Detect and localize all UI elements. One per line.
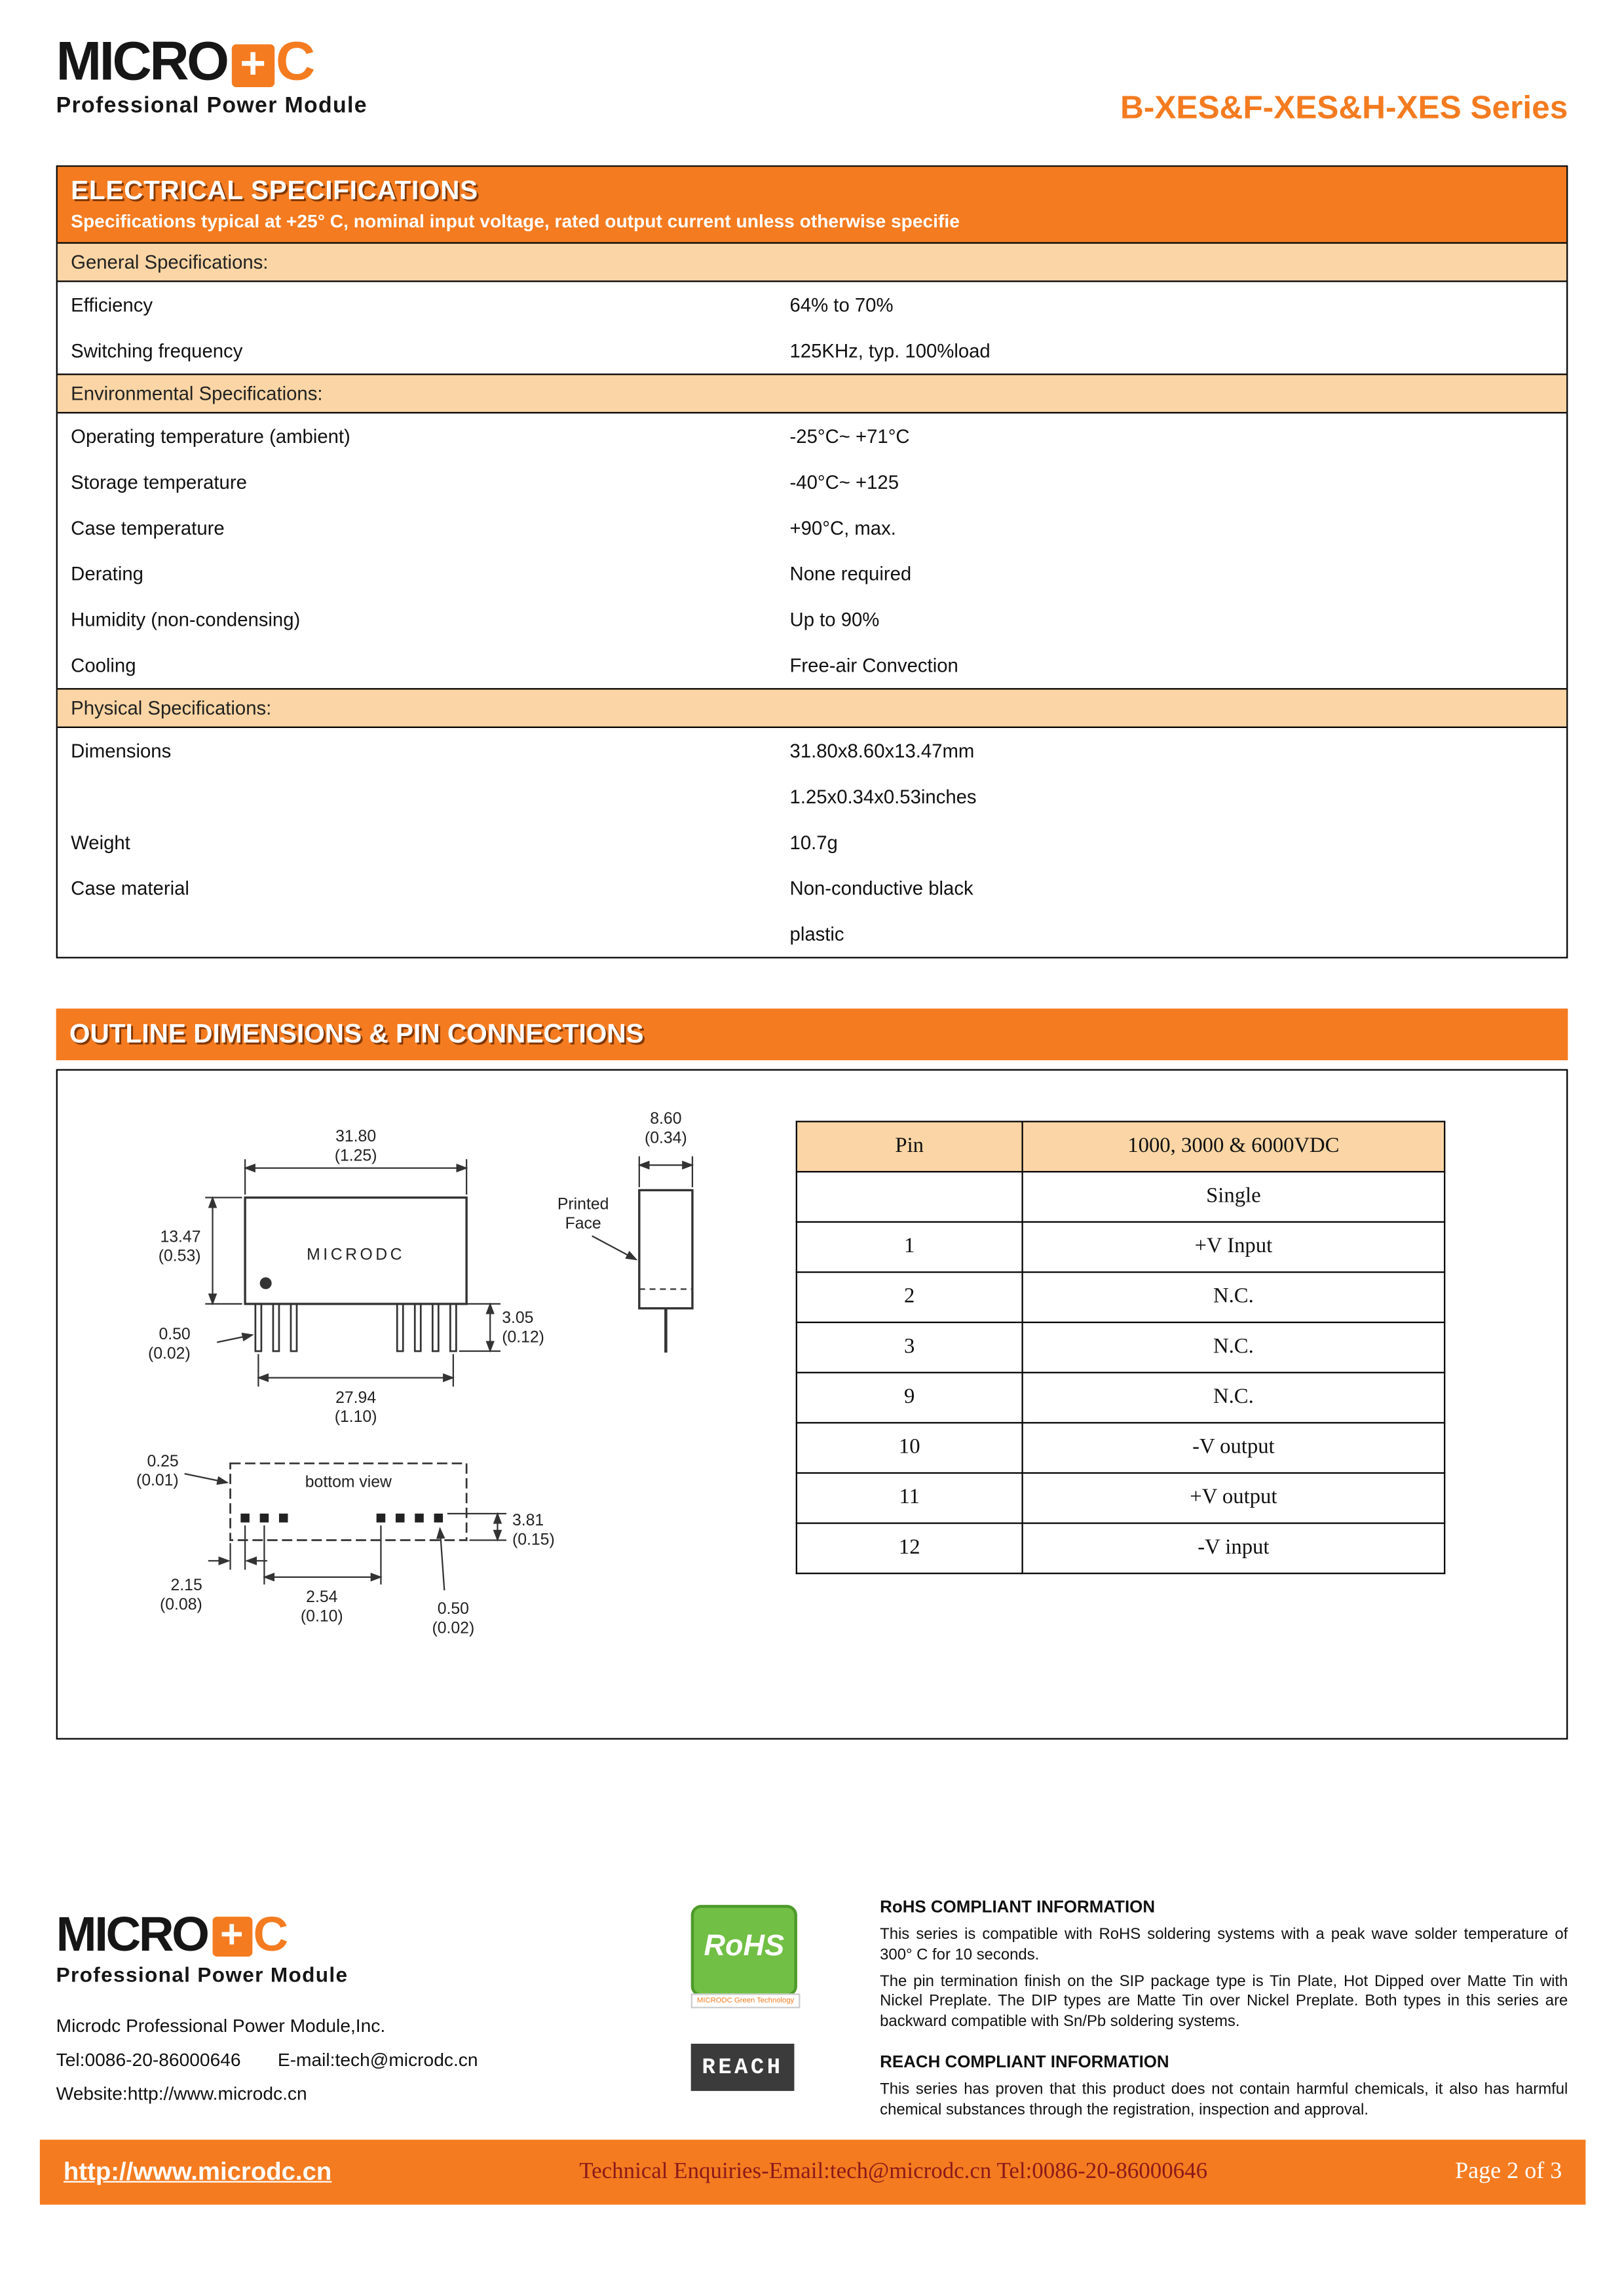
pin-function: N.C.	[1023, 1272, 1445, 1322]
website-link[interactable]: http://www.microdc.cn	[63, 2157, 332, 2186]
company-name: Microdc Professional Power Module,Inc.	[56, 2016, 386, 2037]
contact-line	[56, 2044, 691, 2078]
dim-pad2-in: (0.02)	[432, 1619, 475, 1637]
logo-text-micro: MICRO	[56, 1906, 208, 1961]
compliance-badges	[691, 1899, 856, 2127]
printed-face-label2: Face	[565, 1214, 601, 1233]
outline-drawing	[75, 1094, 784, 1700]
section-heading-environmental: Environmental Specifications:	[58, 373, 1566, 413]
electrical-title: ELECTRICAL SPECIFICATIONS	[71, 176, 478, 206]
pin-function: +V output	[1023, 1473, 1445, 1523]
dim-pin-span-in: (1.10)	[334, 1408, 377, 1426]
header	[56, 29, 1568, 153]
logo-plus-icon: +	[212, 1917, 252, 1957]
rohs-paragraph-1: This series is compatible with RoHS soldering systems with a peak wave solder temperature of 300° C for 10 seconds.	[880, 1925, 1568, 1964]
outline-banner: OUTLINE DIMENSIONS & PIN CONNECTIONS	[56, 1008, 1568, 1060]
pin-table-row	[797, 1222, 1445, 1272]
spec-value: None required	[789, 562, 912, 585]
spec-value: 125KHz, typ. 100%load	[789, 339, 991, 362]
pin-function: N.C.	[1023, 1373, 1445, 1423]
pin-function: Single	[1023, 1172, 1445, 1222]
spec-value: Free-air Convection	[789, 654, 958, 677]
website-text: Website:http://www.microdc.cn	[56, 2084, 307, 2105]
pin-table-row	[797, 1322, 1445, 1373]
spec-value: 31.80x8.60x13.47mm	[789, 740, 975, 762]
dim-depth-in: (0.34)	[645, 1129, 687, 1147]
pin-table-row	[797, 1172, 1445, 1222]
dim-row-mm: 3.81	[512, 1511, 544, 1529]
pin-col-header: Pin	[797, 1122, 1023, 1172]
spec-value: 64% to 70%	[789, 294, 894, 316]
rohs-heading: RoHS COMPLIANT INFORMATION	[880, 1899, 1156, 1917]
spec-value: -40°C~ +125	[789, 470, 899, 493]
footer-brand-block	[56, 1899, 691, 2127]
reach-paragraph: This series has proven that this product does not contain harmful chemicals, it also has harmful chemical substances through the registration, inspection and approval.	[880, 2080, 1568, 2119]
spec-value: 10.7g	[789, 831, 838, 854]
dim-pad-in: (0.01)	[136, 1472, 179, 1490]
footer-contact	[56, 2010, 691, 2112]
spec-row	[58, 505, 1566, 551]
pin-connection-table	[796, 1120, 1446, 1574]
electrical-banner	[58, 167, 1566, 242]
dim-pin-width-in: (0.02)	[148, 1345, 191, 1363]
dim-pad2-mm: 0.50	[437, 1600, 469, 1618]
pin-number: 11	[797, 1473, 1023, 1523]
spec-row	[58, 551, 1566, 597]
outline-box	[56, 1069, 1568, 1740]
brand-logo	[56, 29, 1568, 92]
spec-label: Case material	[71, 877, 189, 900]
series-title: B-XES&F-XES&H-XES Series	[1120, 88, 1568, 126]
spec-value: plastic	[789, 923, 844, 946]
pin-table-row	[797, 1423, 1445, 1473]
spec-value: 1.25x0.34x0.53inches	[789, 785, 977, 808]
spec-value: -25°C~ +71°C	[789, 425, 910, 448]
spec-label: Switching frequency	[71, 339, 243, 362]
email-text: E-mail:tech@microdc.cn	[277, 2050, 478, 2071]
spec-label: Weight	[71, 831, 130, 854]
pin-table-row	[797, 1473, 1445, 1523]
section-heading-general: General Specifications:	[58, 242, 1566, 282]
spec-row	[58, 820, 1566, 866]
spec-label: Efficiency	[71, 294, 153, 316]
pin-function: -V input	[1023, 1523, 1445, 1574]
tel-text: Tel:0086-20-86000646	[56, 2050, 241, 2071]
module-side-view	[639, 1190, 692, 1308]
spec-label	[71, 786, 789, 808]
dim-body-width-in: (1.25)	[334, 1147, 377, 1165]
pin-function: -V output	[1023, 1423, 1445, 1473]
rohs-badge-icon: RoHS	[691, 1905, 797, 1997]
electrical-subtitle: Specifications typical at +25° C, nominal input voltage, rated output current unless otherwise specifie	[71, 211, 960, 232]
electrical-specifications-box	[56, 165, 1568, 958]
compliance-info	[856, 1899, 1568, 2127]
module-face-label: MICRODC	[307, 1246, 406, 1264]
pin1-dot	[260, 1277, 272, 1289]
dim-pin-length-in: (0.12)	[502, 1328, 544, 1347]
dim-edge-mm: 2.15	[170, 1577, 202, 1595]
brand-tagline: Professional Power Module	[56, 92, 368, 119]
logo-plus-icon: +	[231, 45, 274, 87]
rohs-badge-subtext: MICRODC Green Technology	[691, 1993, 801, 2008]
logo-text-c: C	[276, 31, 316, 92]
dim-body-height-mm: 13.47	[160, 1228, 201, 1246]
footer	[56, 1899, 1568, 2127]
spec-label: Derating	[71, 562, 143, 585]
dim-pin-span-mm: 27.94	[335, 1388, 377, 1407]
spec-row	[58, 911, 1566, 957]
dim-row-in: (0.15)	[512, 1531, 555, 1549]
bottom-bar	[40, 2139, 1586, 2204]
spec-value: Non-conductive black	[789, 877, 973, 900]
bottom-view-pads	[240, 1514, 443, 1523]
module-pins	[255, 1304, 456, 1351]
page-content	[56, 29, 1568, 2127]
spec-value: +90°C, max.	[789, 516, 896, 539]
dim-pitch-mm: 2.54	[306, 1588, 338, 1607]
printed-face-label: Printed	[557, 1195, 609, 1214]
pin-number: 9	[797, 1373, 1023, 1423]
bottom-view-label: bottom view	[305, 1473, 392, 1491]
spec-row	[58, 459, 1566, 505]
reach-heading: REACH COMPLIANT INFORMATION	[880, 2054, 1169, 2072]
dim-body-width-mm: 31.80	[335, 1128, 377, 1146]
dim-pin-length-mm: 3.05	[502, 1309, 534, 1328]
pin-table-row	[797, 1523, 1445, 1574]
footer-logo	[56, 1899, 691, 1961]
pin-function: +V Input	[1023, 1222, 1445, 1272]
pin-table-row	[797, 1272, 1445, 1322]
pin-number	[797, 1172, 1023, 1222]
spec-value: Up to 90%	[789, 608, 880, 631]
footer-tagline: Professional Power Module	[56, 1962, 349, 1987]
technical-enquiries-text: Technical Enquiries-Email:tech@microdc.cn Tel:0086-20-86000646	[579, 2158, 1208, 2185]
spec-label: Humidity (non-condensing)	[71, 608, 301, 631]
spec-row	[58, 642, 1566, 688]
spec-row	[58, 328, 1566, 373]
spec-label: Dimensions	[71, 740, 172, 762]
spec-row	[58, 413, 1566, 459]
dim-pin-width-mm: 0.50	[159, 1326, 191, 1344]
page-number: Page 2 of 3	[1455, 2158, 1562, 2185]
spec-row	[58, 866, 1566, 911]
dim-depth-mm: 8.60	[650, 1109, 682, 1128]
spec-row	[58, 596, 1566, 642]
spec-label	[71, 923, 789, 945]
dim-pitch-in: (0.10)	[300, 1607, 343, 1626]
spec-label: Storage temperature	[71, 470, 247, 493]
dim-body-height-in: (0.53)	[158, 1247, 201, 1265]
pin-table-header-row	[797, 1122, 1445, 1172]
pin-function: N.C.	[1023, 1322, 1445, 1373]
spec-row	[58, 282, 1566, 328]
pin-number: 2	[797, 1272, 1023, 1322]
pin-number: 10	[797, 1423, 1023, 1473]
spec-label: Operating temperature (ambient)	[71, 425, 350, 448]
spec-label: Cooling	[71, 654, 136, 677]
pin-number: 1	[797, 1222, 1023, 1272]
rohs-paragraph-2: The pin termination finish on the SIP package type is Tin Plate, Hot Dipped over Matte Tin with Nickel Preplate. The DIP types are Matte Tin over Nickel Preplate. Both types in this series are backward compatible with Sn/Pb soldering systems.	[880, 1972, 1568, 2031]
reach-badge-icon: REACH	[691, 2044, 795, 2091]
logo-text-micro: MICRO	[56, 31, 227, 92]
pin-table-row	[797, 1373, 1445, 1423]
spec-row	[58, 774, 1566, 820]
dim-pad-mm: 0.25	[147, 1452, 179, 1470]
pin-number: 12	[797, 1523, 1023, 1574]
section-heading-physical: Physical Specifications:	[58, 688, 1566, 728]
dim-edge-in: (0.08)	[160, 1596, 202, 1614]
spec-label: Case temperature	[71, 516, 225, 539]
pin-number: 3	[797, 1322, 1023, 1373]
voltage-col-header: 1000, 3000 & 6000VDC	[1023, 1122, 1445, 1172]
spec-row	[58, 728, 1566, 774]
logo-text-c: C	[253, 1906, 289, 1961]
